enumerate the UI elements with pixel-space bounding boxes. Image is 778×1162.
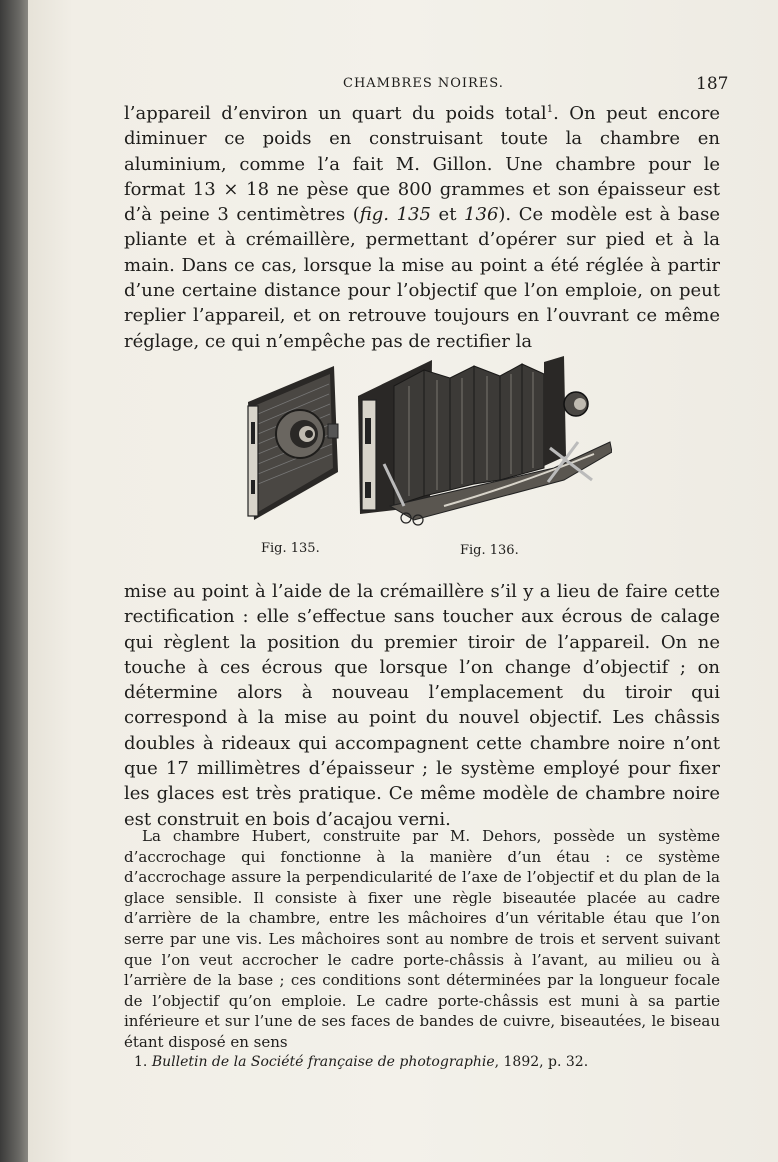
- running-head: CHAMBRES NOIRES.: [343, 76, 504, 91]
- folded-camera-illustration: [234, 362, 342, 522]
- book-page: [28, 0, 778, 1162]
- bellows-camera-illustration: [354, 356, 612, 528]
- footnote-mark: 1: [546, 104, 554, 115]
- figure-135-caption: Fig. 135.: [261, 541, 320, 556]
- figure-reference: fig. 135: [359, 204, 431, 226]
- footnote-number: 1.: [134, 1054, 148, 1070]
- paragraph-1: l’appareil d’environ un quart du poids total$^1$. On peut encore diminuer ce poids en construisant toute la chambre en aluminium, comme l’a fait M. Gillon. Une chambre pour le format 13 × 18 ne pèse que 800 grammes et son épaisseur est d’à peine 3 centimètres (fig. 135 et 136). Ce modèle est à base pliante et à crémaillère, permettant d’opérer sur pied et à la main. Dans ce cas, lorsque la mise au point a été réglée à partir d’une certaine distance pour l’objectif que l’on emploie, on peut replier l’appareil, et on retrouve toujours en l’ouvrant ce même réglage, ce qui n’empêche pas de rectifier la: [124, 103, 721, 352]
- page-number: 187: [696, 74, 729, 94]
- figure-136-caption: Fig. 136.: [460, 543, 519, 558]
- paragraph-2: mise au point à l’aide de la crémaillère s’il y a lieu de faire cette rectification : elle s’effectue sans toucher aux écrous de calage qui règlent la position du premier tiroir de l’appareil. On ne touche à ces écrous que lorsque l’on change d’objectif ; on détermine alors à nouveau l’emplacement du tiroir qui correspond à la mise au point du nouvel objectif. Les châssis doubles à rideaux qui accompagnent cette chambre noire n’ont que 17 millimètres d’épaisseur ; le système employé pour fixer les glaces est très pratique. Ce même modèle de chambre noire est construit en bois d’acajou verni.: [124, 581, 720, 830]
- book-binding: [0, 0, 28, 1162]
- paragraph-3: La chambre Hubert, construite par M. Dehors, possède un système d’accrochage qui fonctionne à la manière d’un étau : ce système d’accrochage assure la perpendicularité de l’axe de l’objectif et du plan de la glace sensible. Il consiste à fixer une règle biseautée placée au cadre d’arrière de la chambre, entre les mâchoires d’un véritable étau que l’on serre par une vis. Les mâchoires sont au nombre de trois et servent suivant que l’on veut accrocher le cadre porte-châssis à l’avant, au milieu ou à l’arrière de la base ; ces conditions sont déterminées par la longueur focale de l’objectif qu’on emploie. Le cadre porte-châssis est muni à sa partie inférieure et sur l’une de ses faces de bandes de cuivre, biseautées, le biseau étant disposé en sens: [124, 827, 720, 1051]
- footnote: [134, 1054, 588, 1070]
- footnote-rest: , 1892, p. 32.: [494, 1054, 589, 1070]
- figure-reference-2: 136: [464, 204, 499, 226]
- footnote-title: Bulletin de la Société française de photographie: [151, 1054, 495, 1070]
